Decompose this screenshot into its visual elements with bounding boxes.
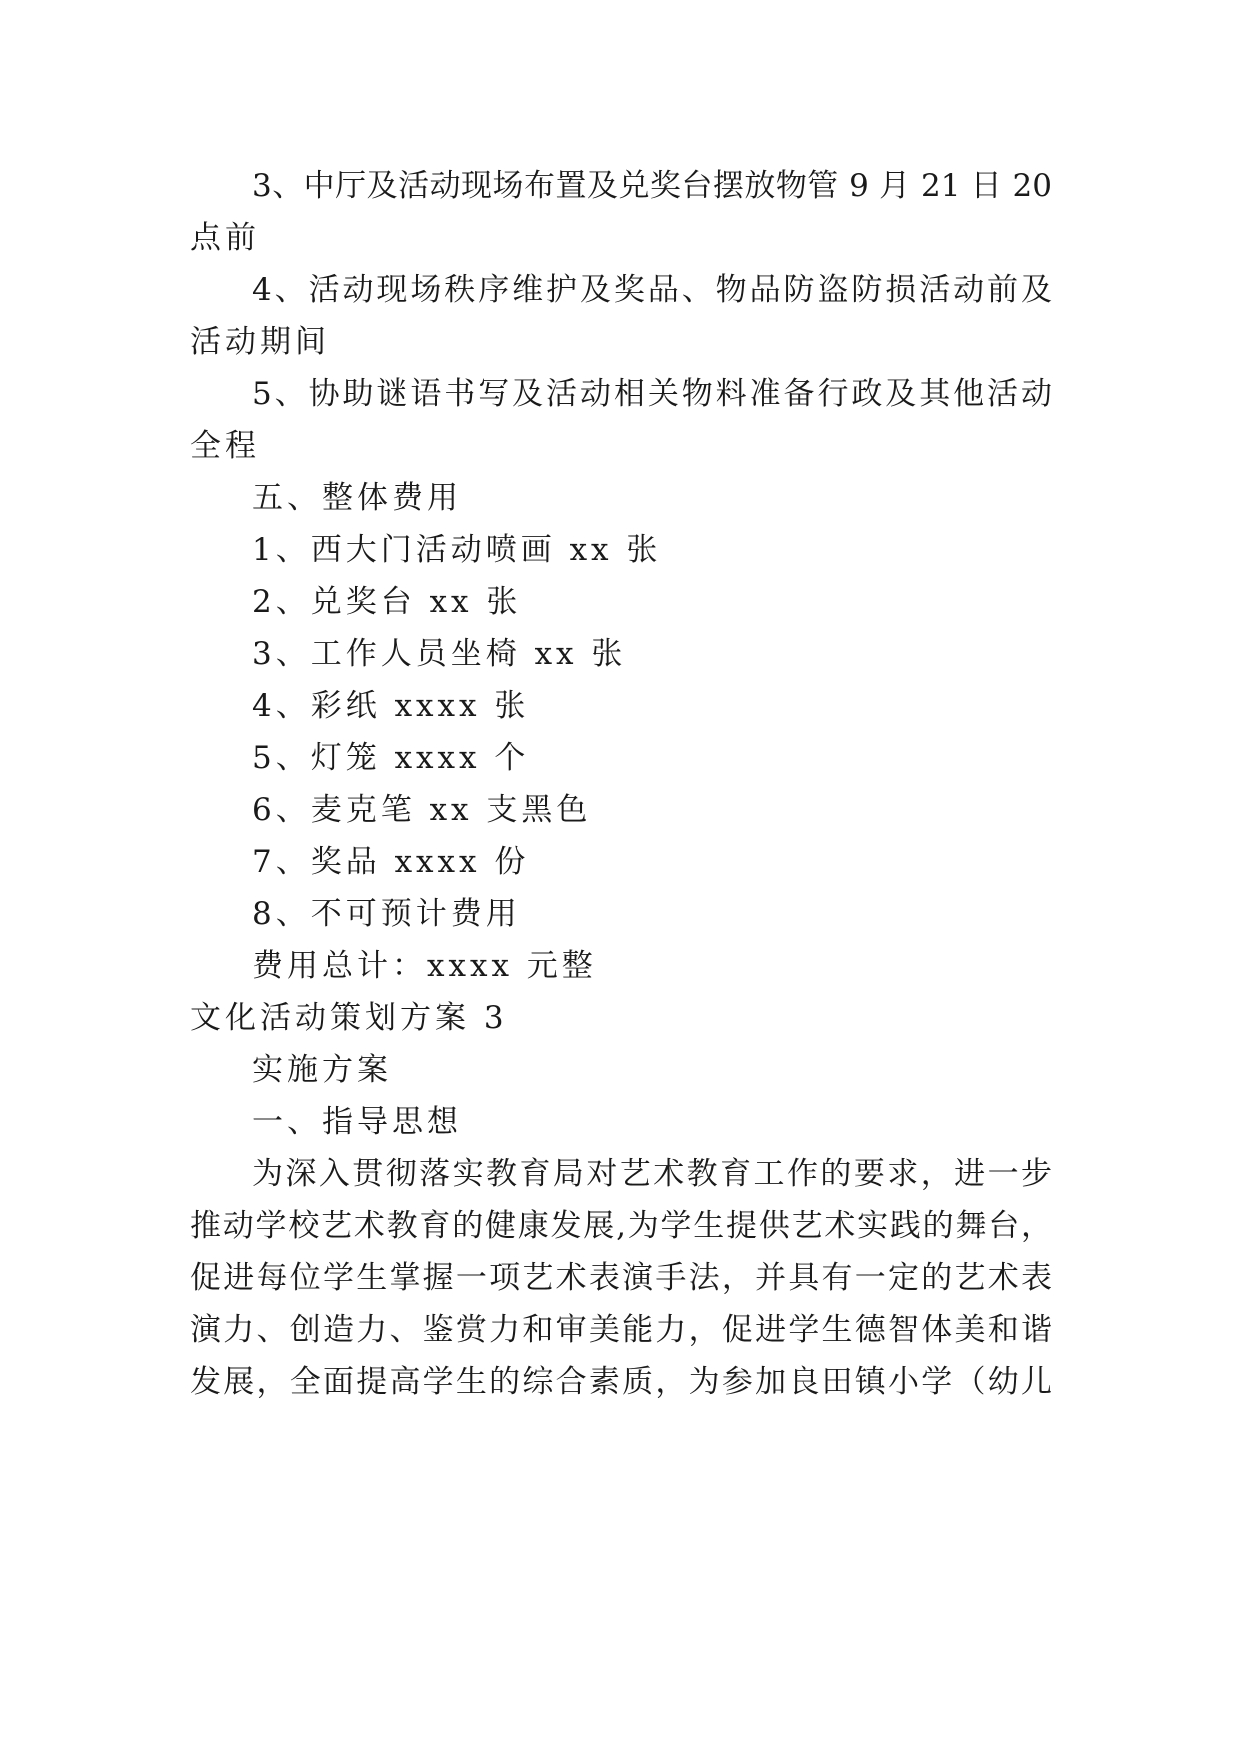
paragraph-line: 推动学校艺术教育的健康发展,为学生提供艺术实践的舞台，	[190, 1208, 1052, 1244]
paragraph-line: 为深入贯彻落实教育局对艺术教育工作的要求，进一步	[252, 1156, 1052, 1192]
list-item: 8、不可预计费用	[252, 896, 521, 932]
subtitle: 实施方案	[252, 1052, 392, 1088]
paragraph-line: 促进每位学生掌握一项艺术表演手法，并具有一定的艺术表	[190, 1260, 1052, 1296]
section-heading: 一、指导思想	[252, 1104, 462, 1140]
list-item: 4、彩纸 xxxx 张	[252, 688, 530, 724]
section-heading: 五、整体费用	[252, 480, 462, 516]
list-item: 5、灯笼 xxxx 个	[252, 740, 530, 776]
list-item: 6、麦克笔 xx 支黑色	[252, 792, 592, 828]
list-item: 2、兑奖台 xx 张	[252, 584, 522, 620]
list-item: 1、西大门活动喷画 xx 张	[252, 532, 662, 568]
text-line: 点前	[190, 220, 260, 256]
list-item: 4、活动现场秩序维护及奖品、物品防盗防损活动前及	[252, 272, 1052, 308]
document-title: 文化活动策划方案 3	[190, 1000, 508, 1036]
text-line: 全程	[190, 428, 260, 464]
paragraph-line: 演力、创造力、鉴赏力和审美能力，促进学生德智体美和谐	[190, 1312, 1052, 1348]
total-cost: 费用总计：xxxx 元整	[252, 948, 597, 984]
paragraph-line: 发展，全面提高学生的综合素质，为参加良田镇小学（幼儿	[190, 1364, 1052, 1400]
list-item: 3、工作人员坐椅 xx 张	[252, 636, 627, 672]
list-item: 5、协助谜语书写及活动相关物料准备行政及其他活动	[252, 376, 1052, 412]
text-line: 活动期间	[190, 324, 330, 360]
list-item: 3、中厅及活动现场布置及兑奖台摆放物管 9 月 21 日 20	[252, 168, 1052, 204]
list-item: 7、奖品 xxxx 份	[252, 844, 530, 880]
